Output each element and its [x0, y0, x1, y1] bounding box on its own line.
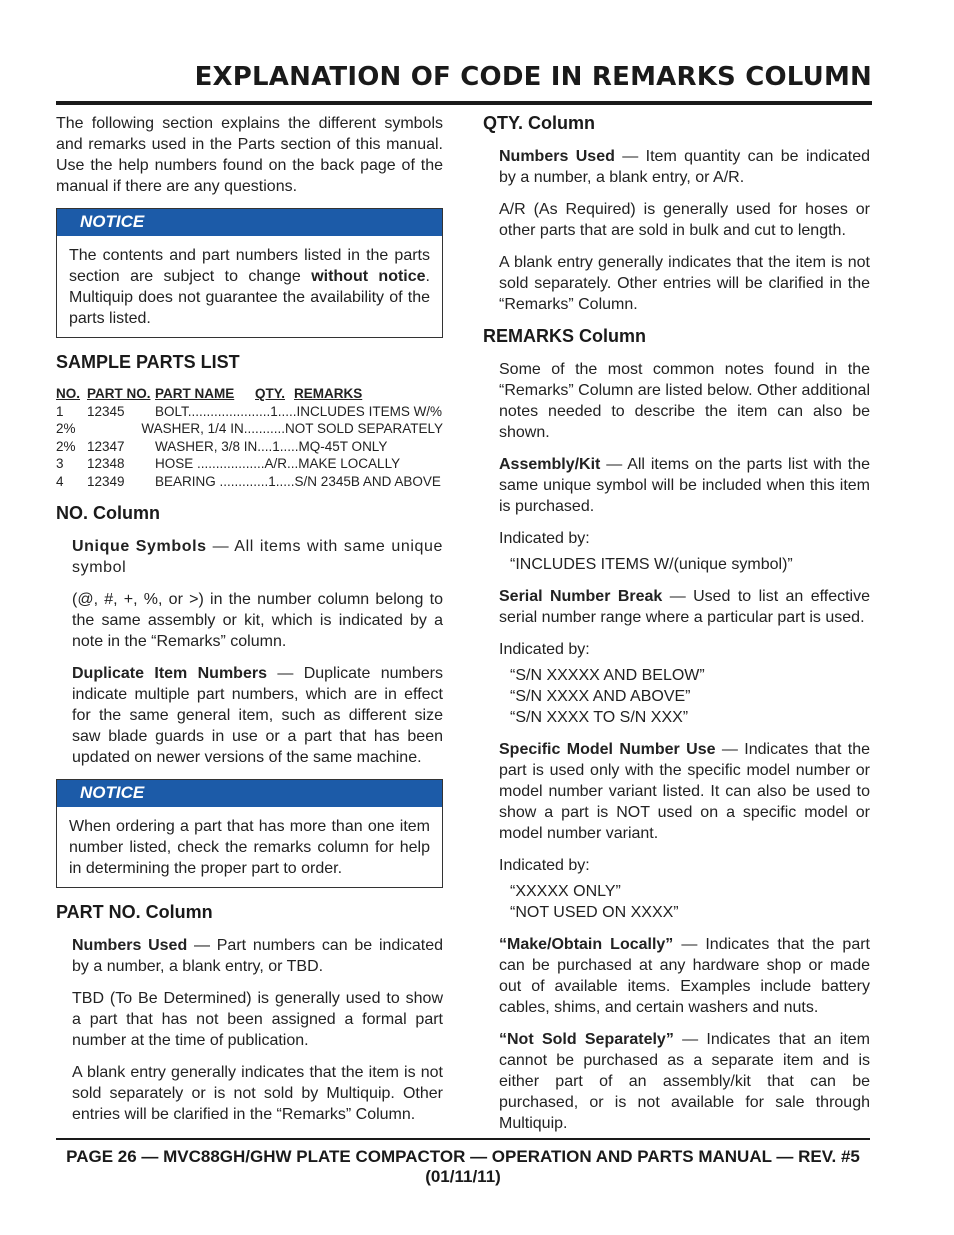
sample-parts-list [56, 385, 443, 490]
intro-paragraph: The following section explains the different symbols and remarks used in the Parts section of this manual. Use the help numbers found on the back page of the manual if there are any questions. [56, 115, 443, 195]
cell-part-name: WASHER, 1/4 IN........... [141, 421, 285, 436]
assembly-kit-term: Assembly/Kit [499, 456, 601, 473]
serial-example: “S/N XXXX TO S/N XXX” [510, 709, 689, 726]
cell-no: 1 [56, 403, 64, 419]
numbers-used-term: Numbers Used [72, 937, 188, 954]
remarks-intro-paragraph: Some of the most common notes found in the “Remarks” Column are listed below. Other additional notes needed to describe the item can also be shown. [499, 361, 870, 441]
model-example: “NOT USED ON XXXX” [510, 904, 679, 921]
parts-row [56, 438, 443, 456]
assembly-kit-paragraph: Assembly/Kit — All items on the parts list with the same unique symbol will be included when this item is purchased. [499, 456, 870, 515]
specific-model-term: Specific Model Number Use [499, 741, 716, 758]
part-numbers-used-paragraph: Numbers Used — Part numbers can be indicated by a number, a blank entry, or TBD. [72, 937, 444, 975]
tbd-paragraph: TBD (To Be Determined) is generally used to show a part that has not been assigned a formal part number at the time of publication. [72, 990, 443, 1049]
cell-remarks: .....MQ-45T ONLY [279, 438, 388, 454]
cell-part-no: 12345 [87, 403, 125, 419]
make-locally-paragraph: “Make/Obtain Locally” — Indicates that the part can be purchased at any hardware shop or made out of available items. Examples include battery cables, shims, and certain washers and nuts. [499, 936, 870, 1016]
model-example: “XXXXX ONLY” [510, 883, 621, 900]
notice-text: When ordering a part that has more than one item number listed, check the remarks column for help in determining the proper part to order. [69, 818, 430, 877]
remarks-column-heading: REMARKS Column [483, 326, 646, 346]
assembly-example: “INCLUDES ITEMS W/(unique symbol)” [510, 556, 793, 573]
cell-part-no: 12349 [87, 473, 125, 489]
notice-emphasis: without notice [311, 268, 426, 285]
cell-no: 4 [56, 473, 64, 489]
cell-part-no: 12347 [87, 438, 125, 454]
parts-row [56, 403, 443, 421]
page-title: EXPLANATION OF CODE IN REMARKS COLUMN [194, 62, 872, 92]
notice-label: NOTICE [57, 780, 442, 807]
cell-no: 2% [56, 421, 76, 436]
cell-part-name: HOSE ..................A/R [155, 456, 288, 471]
footer-rule [56, 1138, 870, 1140]
indicated-by-label: Indicated by: [499, 857, 590, 874]
indicated-by-label: Indicated by: [499, 641, 590, 658]
qty-column-heading: QTY. Column [483, 113, 595, 133]
notice-box-ordering [56, 779, 443, 888]
right-column [483, 113, 870, 1145]
serial-number-break-term: Serial Number Break [499, 588, 663, 605]
cell-part-name: BEARING .............1 [155, 473, 276, 489]
duplicate-items-term: Duplicate Item Numbers [72, 665, 267, 682]
col-header-qty: QTY. [255, 386, 286, 401]
serial-number-break-paragraph: Serial Number Break — Used to list an effective serial number range where a particular part is used. [499, 588, 871, 626]
model-examples [510, 881, 870, 923]
numbers-used-term: Numbers Used [499, 148, 615, 165]
notice-text: The contents and part numbers listed in the parts section are subject to change without notice. Multiquip does not guarantee the availability of the parts listed. [69, 247, 430, 327]
unique-symbols-term: Unique Symbols [72, 538, 207, 555]
serial-example: “S/N XXXX AND ABOVE” [510, 688, 691, 705]
symbols-paragraph: (@, #, +, %, or >) in the number column belong to the same assembly or kit, which is indicated by a note in the “Remarks” column. [72, 591, 443, 650]
qty-numbers-used-paragraph: Numbers Used — Item quantity can be indicated by a number, a blank entry, or A/R. [499, 148, 871, 186]
notice-box-contents [56, 208, 443, 338]
part-no-column-heading: PART NO. Column [56, 902, 213, 922]
cell-remarks: .....S/N 2345B AND ABOVE [275, 473, 441, 489]
serial-examples [510, 665, 870, 728]
as-required-paragraph: A/R (As Required) is generally used for hoses or other parts that are sold in bulk and cut to length. [499, 201, 870, 239]
col-header-no: NO. [56, 386, 81, 401]
cell-part-name: WASHER, 3/8 IN....1 [155, 438, 280, 454]
qty-blank-entry-paragraph: A blank entry generally indicates that the item is not sold separately. Other entries will be clarified in the “Remarks” Column. [499, 254, 870, 313]
serial-example: “S/N XXXXX AND BELOW” [510, 667, 705, 684]
col-header-part-no: PART NO. [87, 386, 151, 401]
part-blank-entry-paragraph: A blank entry generally indicates that the item is not sold separately or is not sold by Multiquip. Other entries will be clarified in the “Remarks” Column. [72, 1064, 443, 1123]
left-column [56, 113, 443, 1136]
no-column-heading: NO. Column [56, 503, 160, 523]
not-sold-separately-paragraph: “Not Sold Separately” — Indicates that an item cannot be purchased as a separate item and is either part of an assembly/kit that can be purchased, or is not available for sale through Multiquip. [499, 1031, 870, 1132]
cell-no: 2% [56, 438, 76, 454]
parts-row [56, 455, 443, 473]
make-locally-term: “Make/Obtain Locally” [499, 936, 674, 953]
page-footer: PAGE 26 — MVC88GH/GHW PLATE COMPACTOR — OPERATION AND PARTS MANUAL — REV. #5 (01/11/11) [66, 1147, 860, 1186]
cell-no: 3 [56, 456, 64, 471]
not-sold-separately-term: “Not Sold Separately” [499, 1031, 674, 1048]
cell-part-no [83, 420, 142, 438]
title-rule [56, 101, 872, 105]
cell-remarks: NOT SOLD SEPARATELY [284, 421, 443, 436]
cell-remarks: .....INCLUDES ITEMS W/% [277, 403, 443, 419]
duplicate-items-paragraph: Duplicate Item Numbers — Duplicate numbers indicate multiple part numbers, which are in effect for the same general item, such as different size saw blade guards in use or a part that has been updated on newer versions of the same machine. [72, 665, 444, 766]
parts-header-row [56, 385, 443, 403]
unique-symbols-paragraph: Unique Symbols — All items with same unique symbol [72, 538, 443, 576]
specific-model-paragraph: Specific Model Number Use — Indicates that the part is used only with the specific model number or model number variant listed. It can also be used to show a part is NOT used on a specific model or model number variant. [499, 741, 871, 842]
parts-row [56, 420, 443, 438]
indicated-by-label: Indicated by: [499, 530, 590, 547]
col-header-remarks: REMARKS [294, 386, 363, 401]
cell-part-name: BOLT......................1 [155, 403, 278, 419]
notice-label: NOTICE [57, 209, 442, 236]
parts-row [56, 473, 443, 491]
col-header-part-name: PART NAME [155, 386, 235, 401]
cell-remarks: ...MAKE LOCALLY [287, 456, 401, 471]
cell-part-no: 12348 [87, 456, 125, 471]
sample-parts-heading: SAMPLE PARTS LIST [56, 352, 240, 372]
